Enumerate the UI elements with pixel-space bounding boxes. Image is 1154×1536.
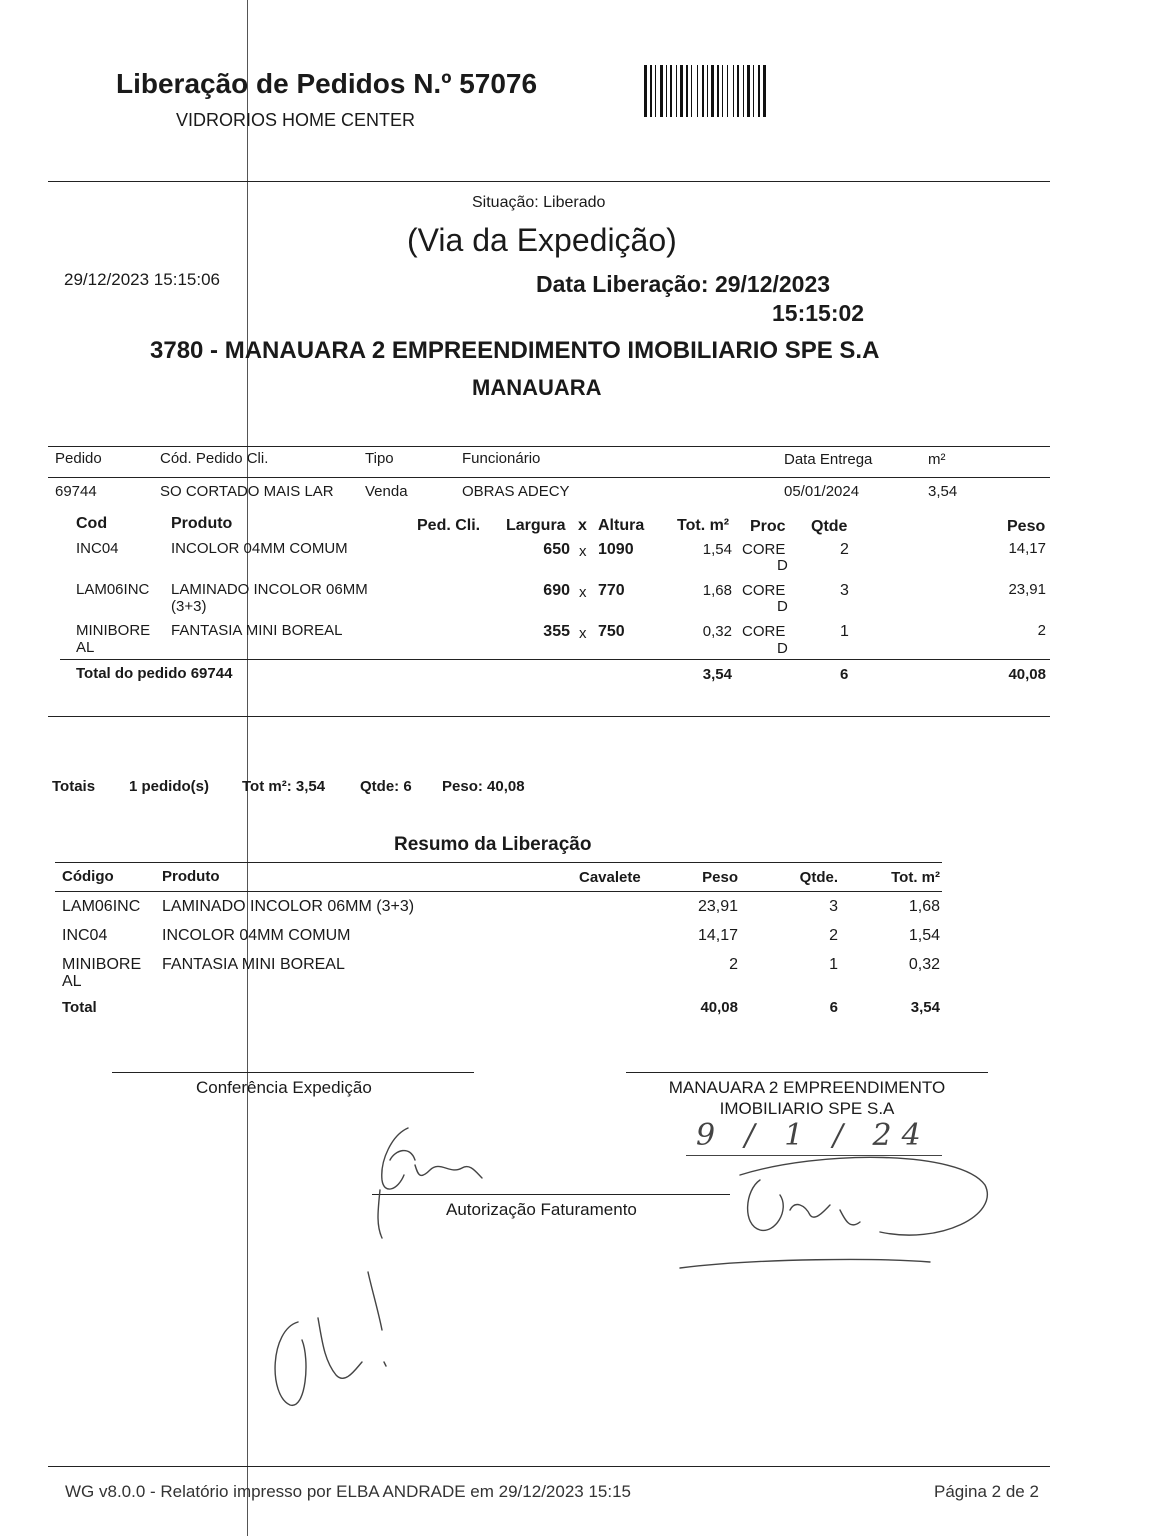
handwritten-date: 9 / 1 / 24 <box>696 1118 931 1153</box>
summary-col-cavalete: Cavalete <box>579 869 641 886</box>
item-proc-suffix: D <box>777 640 788 657</box>
col-altura: Altura <box>598 517 645 534</box>
item-cod-line2: AL <box>76 639 95 656</box>
totals-peso: Peso: 40,08 <box>442 778 525 795</box>
summary-codigo: MINIBORE <box>62 956 142 973</box>
footer-report-info: WG v8.0.0 - Relatório impresso por ELBA ANDRADE em 29/12/2023 15:15 <box>65 1482 631 1501</box>
summary-col-codigo: Código <box>62 868 114 885</box>
summary-title: Resumo da Liberação <box>394 834 592 855</box>
col-tot-m2: Tot. m² <box>677 517 730 534</box>
totals-pedidos: 1 pedido(s) <box>129 778 210 795</box>
signature-company-line1: MANAUARA 2 EMPREENDIMENTO <box>668 1078 946 1097</box>
summary-produto: LAMINADO INCOLOR 06MM (3+3) <box>162 898 415 915</box>
signature-conferencia-label: Conferência Expedição <box>196 1078 372 1097</box>
item-peso: 2 <box>1037 622 1046 639</box>
item-proc: CORE <box>742 582 786 599</box>
printed-datetime: 29/12/2023 15:15:06 <box>64 270 220 289</box>
totals-tot-m2: Tot m²: 3,54 <box>242 778 326 795</box>
summary-peso: 2 <box>729 956 738 973</box>
item-proc: CORE <box>742 623 786 640</box>
item-tot-m2: 1,68 <box>702 582 732 599</box>
summary-qtde: 2 <box>829 927 838 944</box>
summary-codigo: LAM06INC <box>62 898 141 915</box>
signature-autorizacao-label: Autorização Faturamento <box>446 1200 637 1219</box>
totals-label: Totais <box>52 778 96 795</box>
status-text: Situação: Liberado <box>472 194 606 211</box>
client-name: 3780 - MANAUARA 2 EMPREENDIMENTO IMOBILIARIO SPE S.A <box>150 337 880 364</box>
footer-page-number: Página 2 de 2 <box>934 1482 1039 1501</box>
summary-qtde: 3 <box>829 898 838 915</box>
item-x: x <box>579 543 587 560</box>
label-tipo: Tipo <box>365 450 394 467</box>
item-x: x <box>579 584 587 601</box>
col-cod: Cod <box>76 515 108 532</box>
item-qtde: 2 <box>840 541 849 558</box>
summary-peso: 14,17 <box>697 927 738 944</box>
item-cod: MINIBORE <box>76 622 151 639</box>
summary-col-peso: Peso <box>702 869 738 886</box>
item-produto: INCOLOR 04MM COMUM <box>171 540 348 557</box>
summary-tot-m2: 0,32 <box>908 956 940 973</box>
item-qtde: 3 <box>840 582 849 599</box>
item-tot-m2: 0,32 <box>702 623 732 640</box>
value-cod-pedido-cli: SO CORTADO MAIS LAR <box>160 483 334 500</box>
signature-company-line2: IMOBILIARIO SPE S.A <box>719 1099 895 1118</box>
document-title: Liberação de Pedidos N.º 57076 <box>116 68 538 99</box>
label-funcionario: Funcionário <box>462 450 541 467</box>
summary-col-qtde: Qtde. <box>799 869 838 886</box>
summary-col-produto: Produto <box>162 868 220 885</box>
item-largura: 690 <box>543 582 570 599</box>
item-peso: 23,91 <box>1008 581 1046 598</box>
release-time: 15:15:02 <box>772 300 865 326</box>
item-peso: 14,17 <box>1008 540 1046 557</box>
col-qtde: Qtde <box>811 518 848 535</box>
value-funcionario: OBRAS ADECY <box>462 483 570 500</box>
summary-qtde: 1 <box>829 956 838 973</box>
label-pedido: Pedido <box>55 450 102 467</box>
value-m2: 3,54 <box>928 483 958 500</box>
totals-qtde: Qtde: 6 <box>360 778 412 795</box>
item-produto: LAMINADO INCOLOR 06MM <box>171 581 368 598</box>
col-produto: Produto <box>171 515 233 532</box>
item-proc: CORE <box>742 541 786 558</box>
item-altura: 750 <box>598 623 625 640</box>
client-subname: MANAUARA <box>472 375 602 400</box>
summary-total-peso: 40,08 <box>700 999 738 1016</box>
item-cod: INC04 <box>76 540 119 557</box>
summary-produto: INCOLOR 04MM COMUM <box>162 927 351 944</box>
item-largura: 355 <box>543 623 570 640</box>
item-x: x <box>579 625 587 642</box>
label-m2: m² <box>928 451 946 468</box>
value-tipo: Venda <box>365 483 408 500</box>
summary-col-tot-m2: Tot. m² <box>891 869 940 886</box>
value-data-entrega: 05/01/2024 <box>784 483 860 500</box>
item-qtde: 1 <box>840 623 849 640</box>
item-proc-suffix: D <box>777 557 788 574</box>
divider <box>48 1466 1050 1467</box>
col-peso: Peso <box>1007 518 1046 535</box>
summary-peso: 23,91 <box>697 898 738 915</box>
order-total-peso: 40,08 <box>1008 666 1046 683</box>
item-cod: LAM06INC <box>76 581 150 598</box>
via-title: (Via da Expedição) <box>407 222 677 258</box>
item-altura: 1090 <box>598 541 634 558</box>
item-largura: 650 <box>543 541 570 558</box>
summary-tot-m2: 1,54 <box>908 927 940 944</box>
summary-total-label: Total <box>62 999 97 1016</box>
summary-total-tot-m2: 3,54 <box>910 999 940 1016</box>
summary-tot-m2: 1,68 <box>908 898 940 915</box>
summary-total-qtde: 6 <box>829 999 838 1016</box>
summary-codigo: INC04 <box>62 927 108 944</box>
col-ped-cli: Ped. Cli. <box>417 517 481 534</box>
item-tot-m2: 1,54 <box>702 541 732 558</box>
item-produto: FANTASIA MINI BOREAL <box>171 622 343 639</box>
label-cod-pedido-cli: Cód. Pedido Cli. <box>160 450 269 467</box>
summary-produto: FANTASIA MINI BOREAL <box>162 956 345 973</box>
label-data-entrega: Data Entrega <box>784 451 873 468</box>
col-x: x <box>578 517 587 534</box>
order-total-qtde: 6 <box>840 666 849 683</box>
summary-codigo-line2: AL <box>62 973 82 990</box>
item-produto-line2: (3+3) <box>171 598 207 615</box>
col-largura: Largura <box>506 517 566 534</box>
item-proc-suffix: D <box>777 598 788 615</box>
col-proc: Proc <box>750 518 786 535</box>
release-date: Data Liberação: 29/12/2023 <box>536 271 831 297</box>
item-altura: 770 <box>598 582 625 599</box>
order-total-label: Total do pedido 69744 <box>76 665 233 682</box>
value-pedido: 69744 <box>55 483 97 500</box>
order-total-m2: 3,54 <box>702 666 732 683</box>
company-name: VIDRORIOS HOME CENTER <box>176 110 416 130</box>
